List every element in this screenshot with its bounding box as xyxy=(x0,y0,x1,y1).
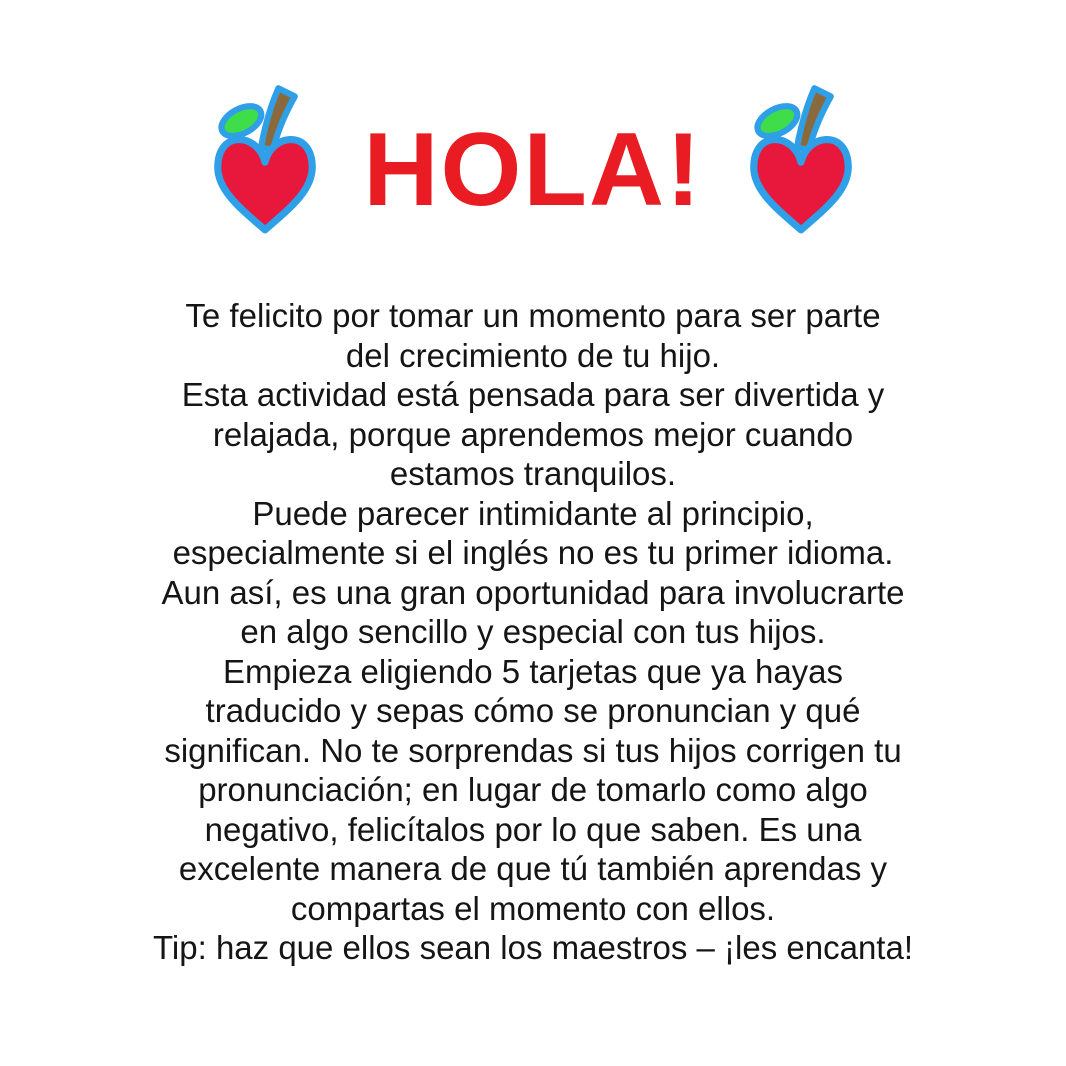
text-line: significan. No te sorprendas si tus hijos corrigen tu xyxy=(164,731,902,769)
text-line: compartas el momento con ellos. xyxy=(290,889,776,927)
text-line: Empieza eligiendo 5 tarjetas que ya hayas xyxy=(222,652,844,690)
apple-icon xyxy=(749,80,853,234)
text-line: negativo, felicítalos por lo que saben. Es una xyxy=(204,810,862,848)
text-line: traducido y sepas cómo se pronuncian y qué xyxy=(205,692,861,729)
text-line: pronunciación; en lugar de tomarlo como algo xyxy=(198,771,868,808)
page-title: HOLA! xyxy=(363,112,703,228)
apple-icon xyxy=(213,80,317,234)
text-line: relajada, porque aprendemos mejor cuando xyxy=(212,415,854,453)
text-line: Te felicito por tomar un momento para ser parte xyxy=(185,297,881,334)
apple-leaf xyxy=(217,100,267,142)
text-line: estamos tranquilos. xyxy=(389,455,677,492)
text-line: Tip: haz que ellos sean los maestros – ¡les encanta! xyxy=(152,929,913,966)
text-line: excelente manera de que tú también aprendas y xyxy=(178,850,888,887)
apple-body xyxy=(753,140,847,230)
text-line: Puede parecer intimidante al principio, xyxy=(252,494,814,532)
body-text xyxy=(0,296,1066,968)
apple-leaf xyxy=(752,100,802,142)
text-line: especialmente si el inglés no es tu primer idioma. xyxy=(172,534,894,571)
text-line: en algo sencillo y especial con tus hijos. xyxy=(240,613,826,650)
apple-body xyxy=(218,140,312,230)
text-line: Aun así, es una gran oportunidad para involucrarte xyxy=(161,573,905,611)
text-line: Esta actividad está pensada para ser divertida y xyxy=(181,376,885,413)
header xyxy=(0,78,1066,236)
text-line: del crecimiento de tu hijo. xyxy=(345,336,721,374)
